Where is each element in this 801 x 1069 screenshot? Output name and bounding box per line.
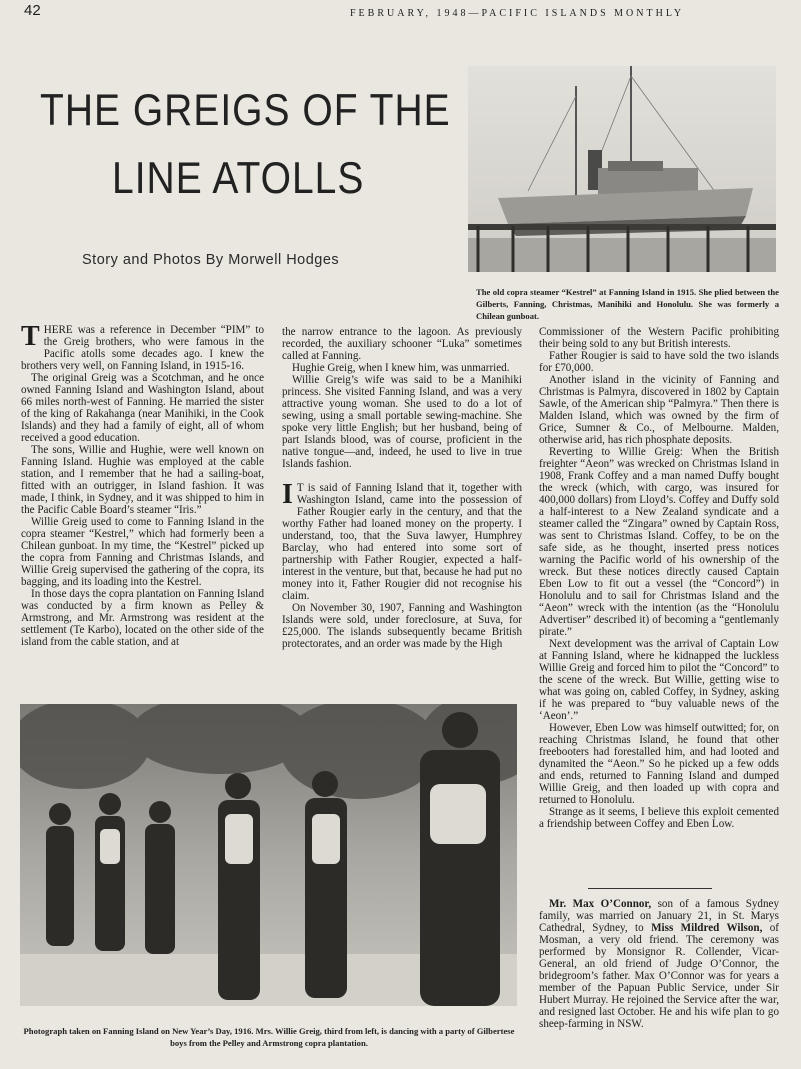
paragraph: Next development was the arrival of Captain Low at Fanning Island, where he kidnapped the luckless Willie Greig and forced him to pilot the “Concord” to the scene of the wreck. But Willie, getting wise to what was going on, cabled Coffey, in Sydney, asking if he was prepared to “buy valuable news of the ‘Aeon’.” bbox=[539, 638, 779, 722]
paragraph: However, Eben Low was himself outwitted; for, on reaching Christmas Island, he found that other freebooters had forestalled him, and had looted and dynamited the “Aeon.” So he picked up a few odds and ends, returned to Fanning Island and dumped Willie Greig, and then loaded up with copra and returned to Honolulu. bbox=[539, 722, 779, 806]
article-column-1 bbox=[21, 321, 264, 648]
notice-text: of Mosman, a very old friend. The ceremony was performed by Monsignor R. Collender, Vicar-General, an old friend of Judge O’Connor, the bridegroom’s father. Max O’Connor was for years a member of the Papuan Public Service, under Sir Hubert Murray. He rejoined the Service after the war, and resigned last October. He and his wife plan to go sheep-farming in NSW. bbox=[539, 922, 780, 1030]
paragraph: The original Greig was a Scotchman, and he once owned Fanning Island and Washington Island, about 66 miles north-west of Fanning. He married the sister of the king of Rakahanga (near Manihiki, in the Cook Islands) and they had a family of eight, all of whom received a good education. bbox=[21, 372, 264, 444]
byline: Story and Photos By Morwell Hodges bbox=[82, 252, 340, 268]
section-divider bbox=[588, 888, 712, 889]
paragraph: HERE was a reference in December “PIM” to the Greig brothers, who were famous in the Pacific atolls some decades ago. I knew the brothers very well, on Fanning Island, in 1915-16. bbox=[21, 324, 264, 372]
notice-name: Miss Mildred Wilson, bbox=[651, 922, 763, 934]
steamer-kestrel-image bbox=[468, 66, 776, 272]
paragraph: T is said of Fanning Island that it, together with Washington Island, came into the possession of Father Rougier early in the century, and that the worthy Father had loaned money on the property. I understand, too, that the Suva lawyer, Humphrey Barclay, who had entered into some sort of partnership with Father Rougier, expected a half-interest in the venture, but that, because he had put no money into it, Father Rougier did not recognise his claim. bbox=[282, 482, 522, 602]
ship-photo bbox=[468, 66, 776, 272]
article-column-2 bbox=[282, 326, 522, 650]
paragraph: Commissioner of the Western Pacific prohibiting their being sold to any but British interests. bbox=[539, 326, 779, 350]
ship-photo-caption: The old copra steamer “Kestrel” at Fanning Island in 1915. She plied between the Gilberts, Fanning, Christmas, Manihiki and Honolulu. She was formerly a Chilean gunboat. bbox=[476, 287, 779, 321]
paragraph: Father Rougier is said to have sold the two islands for £70,000. bbox=[539, 350, 779, 374]
running-head: FEBRUARY, 1948—PACIFIC ISLANDS MONTHLY bbox=[350, 8, 685, 19]
dance-photo bbox=[20, 704, 517, 1006]
paragraph: The sons, Willie and Hughie, were well known on Fanning Island. Hughie was employed at the cable station, and I remember that he had a sailing-boat, fitted with an outrigger, in Island fashion. It was made, I think, in Sydney, and it was shipped to him in the Pacific Cable Board’s steamer “Iris.” bbox=[21, 444, 264, 516]
dance-photo-caption: Photograph taken on Fanning Island on New Year’s Day, 1916. Mrs. Willie Greig, third from left, is dancing with a party of Gilbertese boys from the Pelley and Armstrong copra plantation. bbox=[23, 1026, 515, 1048]
paragraph: In those days the copra plantation on Fanning Island was conducted by a firm known as Pelley & Armstrong, and Mr. Armstrong was resident at the settlement (Te Karbo), located on the other side of the island from the cable station, and at bbox=[21, 588, 264, 648]
wedding-notice bbox=[539, 898, 779, 1030]
paragraph: Willie Greig used to come to Fanning Island in the copra steamer “Kestrel,” which had formerly been a Chilean gunboat. In my time, the “Kestrel” picked up the copra from Fanning and Christmas Islands, and Willie Greig supervised the gathering of the copra, its bagging, and its loading into the Kestrel. bbox=[21, 516, 264, 588]
notice-name: Mr. Max O’Connor, bbox=[549, 898, 652, 910]
paragraph: Reverting to Willie Greig: When the British freighter “Aeon” was wrecked on Christmas Island in 1908, Frank Coffey and a man named Duffy bought the wreck (which, with cargo, was insured for 400,000 dollars) from Lloyd’s. Coffey and Duffy sold a half-interest to a New Zealand syndicate and a steamer called the “Zingara” owned by Captain Ross, was sent to Christmas Island. Coffey, to be on the safe side, as he thought, inserted press notices warning the Pacific world of his ownership of the wreck. But these notices directly caused Captain Eben Low to fit out a vessel (the “Concord”) in Honolulu and to sail for Christmas Island and the “Aeon” wreck with the intention (as the “Honolulu Advertiser” described it) of becoming a “gentlemanly pirate.” bbox=[539, 446, 779, 638]
page-number: 42 bbox=[24, 2, 41, 19]
article-title-line-2: LINE ATOLLS bbox=[112, 154, 365, 204]
article-title-line-1: THE GREIGS OF THE bbox=[40, 86, 451, 136]
paragraph: the narrow entrance to the lagoon. As previously recorded, the auxiliary schooner “Luka” sometimes called at Fanning. bbox=[282, 326, 522, 362]
drop-cap: T bbox=[21, 321, 40, 352]
article-column-3 bbox=[539, 326, 779, 830]
notice-text: son of a famous Sydney family, was married on January 21, in St. Marys Cathedral, Sydney, to bbox=[539, 898, 779, 934]
paragraph: Strange as it seems, I believe this exploit cemented a friendship between Coffey and Eben Low. bbox=[539, 806, 779, 830]
paragraph: Hughie Greig, when I knew him, was unmarried. bbox=[292, 362, 510, 374]
paragraph: On November 30, 1907, Fanning and Washington Islands were sold, under foreclosure, at Suva, for £25,000. The islands subsequently became British protectorates, and an order was made by the High bbox=[282, 602, 522, 650]
paragraph: Another island in the vicinity of Fanning and Christmas is Palmyra, discovered in 1802 by Captain Sawle, of the American ship “Palmyra.” Then there is Malden Island, which was owned by the firm of Grice, Sumner & Co., of Melbourne. Malden, otherwise arid, has rich phosphate deposits. bbox=[539, 374, 779, 446]
paragraph: Willie Greig’s wife was said to be a Manihiki princess. She visited Fanning Island, and was a very attractive young woman. She used to do a lot of sewing, using a small portable sewing-machine. She spoke very little English; but her husband, being of part Islands blood, was of course, proficient in the native tongue—and, indeed, he used to live in true Islands fashion. bbox=[282, 374, 522, 470]
dancers-image bbox=[20, 704, 517, 1006]
drop-cap: I bbox=[282, 479, 293, 510]
